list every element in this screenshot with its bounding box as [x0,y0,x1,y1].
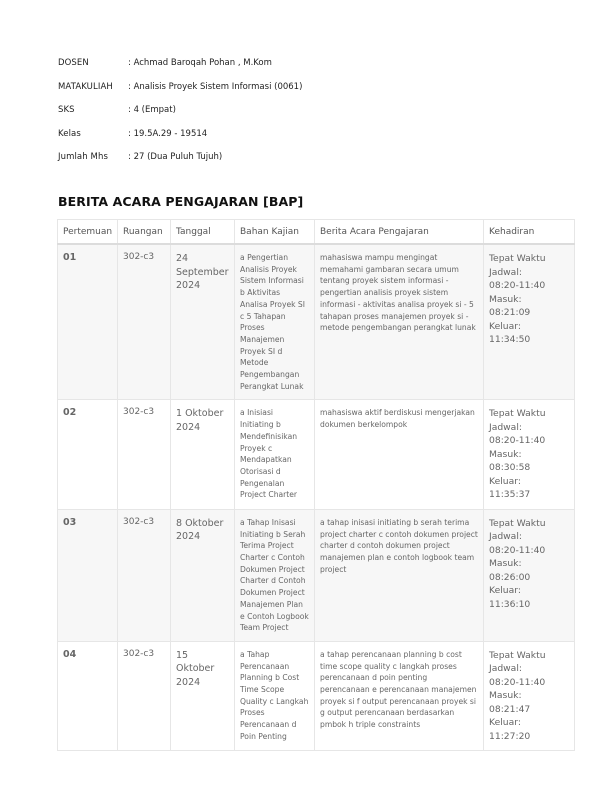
cell-bahan-kajian: a Tahap Inisasi Initiating b Serah Terima Project Charter c Contoh Dokumen Project Charter d Contoh Dokumen Project Manajemen Plan e Contoh Logbook Team Project [235,509,315,641]
course-info [58,58,302,176]
table-header-row [58,220,575,245]
kehadiran-keluar-label: Keluar: [489,320,521,332]
cell-tanggal: 15 Oktober 2024 [171,641,235,751]
kehadiran-status: Tepat Waktu [489,649,546,661]
kehadiran-keluar-label: Keluar: [489,717,521,729]
cell-kehadiran [484,509,575,641]
kehadiran-status: Tepat Waktu [489,253,546,264]
cell-kehadiran [484,400,575,510]
info-label: Jumlah Mhs [58,152,108,162]
kehadiran-masuk-label: Masuk: [489,690,522,702]
kehadiran-keluar-label: Keluar: [489,475,521,487]
info-row-kelas [58,129,302,153]
kehadiran-keluar-value: 11:34:50 [489,334,531,345]
column-header-berita-acara: Berita Acara Pengajaran [315,220,484,245]
info-row-sks [58,105,302,129]
kehadiran-jadwal-value: 08:20-11:40 [489,676,546,688]
kehadiran-masuk-value: 08:21:09 [489,307,531,318]
kehadiran-jadwal-label: Jadwal: [489,531,522,543]
kehadiran-keluar-value: 11:27:20 [489,730,531,742]
cell-ruangan: 302-c3 [118,509,171,641]
table-row [58,641,575,751]
info-row-matakuliah [58,82,302,106]
kehadiran-jadwal-label: Jadwal: [489,663,522,675]
info-label: Kelas [58,128,81,139]
kehadiran-jadwal-value: 08:20-11:40 [489,280,546,291]
bap-title: BERITA ACARA PENGAJARAN [BAP] [58,194,304,209]
cell-ruangan: 302-c3 [118,641,171,751]
kehadiran-masuk-label: Masuk: [489,558,522,570]
column-header-ruangan: Ruangan [118,220,171,245]
column-header-pertemuan: Pertemuan [58,220,118,245]
cell-tanggal: 1 Oktober 2024 [171,400,235,510]
cell-pertemuan: 02 [58,400,118,510]
info-value: : 4 (Empat) [128,105,176,115]
kehadiran-masuk-label: Masuk: [489,448,522,460]
cell-berita-acara: mahasiswa aktif berdiskusi mengerjakan dokumen berkelompok [315,400,484,510]
kehadiran-keluar-value: 11:36:10 [489,598,531,610]
cell-bahan-kajian: a Inisiasi Initiating b Mendefinisikan Proyek c Mendapatkan Otorisasi d Pengenalan Project Charter [235,400,315,510]
bap-table [57,219,575,751]
info-row-dosen [58,58,302,82]
kehadiran-jadwal-label: Jadwal: [489,266,522,278]
info-value: : 27 (Dua Puluh Tujuh) [128,152,223,162]
info-label: DOSEN [58,58,89,68]
column-header-tanggal: Tanggal [171,220,235,245]
kehadiran-masuk-value: 08:26:00 [489,571,531,583]
cell-berita-acara: mahasiswa mampu mengingat memahami gambaran secara umum tentang proyek sistem informasi - pengertian analisis proyek sistem informasi - aktivitas analisa proyek si - 5 tahapan proses manajemen proyek si - metode pengembangan perangkat lunak [315,244,484,400]
info-value: : Achmad Baroqah Pohan , M.Kom [128,58,272,68]
info-value: : Analisis Proyek Sistem Informasi (0061) [128,81,303,92]
cell-bahan-kajian: a Tahap Perencanaan Planning b Cost Time Scope Quality c Langkah Proses Perencanaan d Poin Penting [235,641,315,751]
cell-berita-acara: a tahap inisasi initiating b serah terima project charter c contoh dokumen project charter d contoh dokumen project manajemen plan e contoh logbook team project [315,509,484,641]
cell-bahan-kajian: a Pengertian Analisis Proyek Sistem Informasi b Aktivitas Analisa Proyek SI c 5 Tahapan Proses Manajemen Proyek SI d Metode Pengembangan Perangkat Lunak [235,244,315,400]
table-row [58,509,575,641]
info-value: : 19.5A.29 - 19514 [128,128,208,139]
column-header-bahan-kajian: Bahan Kajian [235,220,315,245]
info-label: MATAKULIAH [58,81,113,92]
kehadiran-jadwal-label: Jadwal: [489,421,522,433]
info-row-jumlah-mhs [58,152,302,176]
cell-pertemuan: 01 [58,244,118,400]
cell-kehadiran [484,641,575,751]
cell-ruangan: 302-c3 [118,400,171,510]
kehadiran-keluar-value: 11:35:37 [489,489,531,501]
kehadiran-keluar-label: Keluar: [489,585,521,597]
table-row [58,244,575,400]
cell-tanggal: 8 Oktober 2024 [171,509,235,641]
kehadiran-jadwal-value: 08:20-11:40 [489,435,546,447]
cell-tanggal: 24 September 2024 [171,244,235,400]
table-row [58,400,575,510]
kehadiran-masuk-value: 08:21:47 [489,703,531,715]
cell-pertemuan: 04 [58,641,118,751]
kehadiran-status: Tepat Waktu [489,408,546,420]
column-header-kehadiran: Kehadiran [484,220,575,245]
info-label: SKS [58,105,75,115]
cell-pertemuan: 03 [58,509,118,641]
kehadiran-status: Tepat Waktu [489,517,546,529]
cell-ruangan: 302-c3 [118,244,171,400]
cell-berita-acara: a tahap perencanaan planning b cost time scope quality c langkah proses perencanaan d poin penting perencanaan e perencanaan manajemen proyek si f output perencanaan proyek si g output perencanaan berdasarkan pmbok h triple constraints [315,641,484,751]
kehadiran-jadwal-value: 08:20-11:40 [489,544,546,556]
kehadiran-masuk-value: 08:30:58 [489,462,531,474]
cell-kehadiran [484,244,575,400]
kehadiran-masuk-label: Masuk: [489,293,522,305]
